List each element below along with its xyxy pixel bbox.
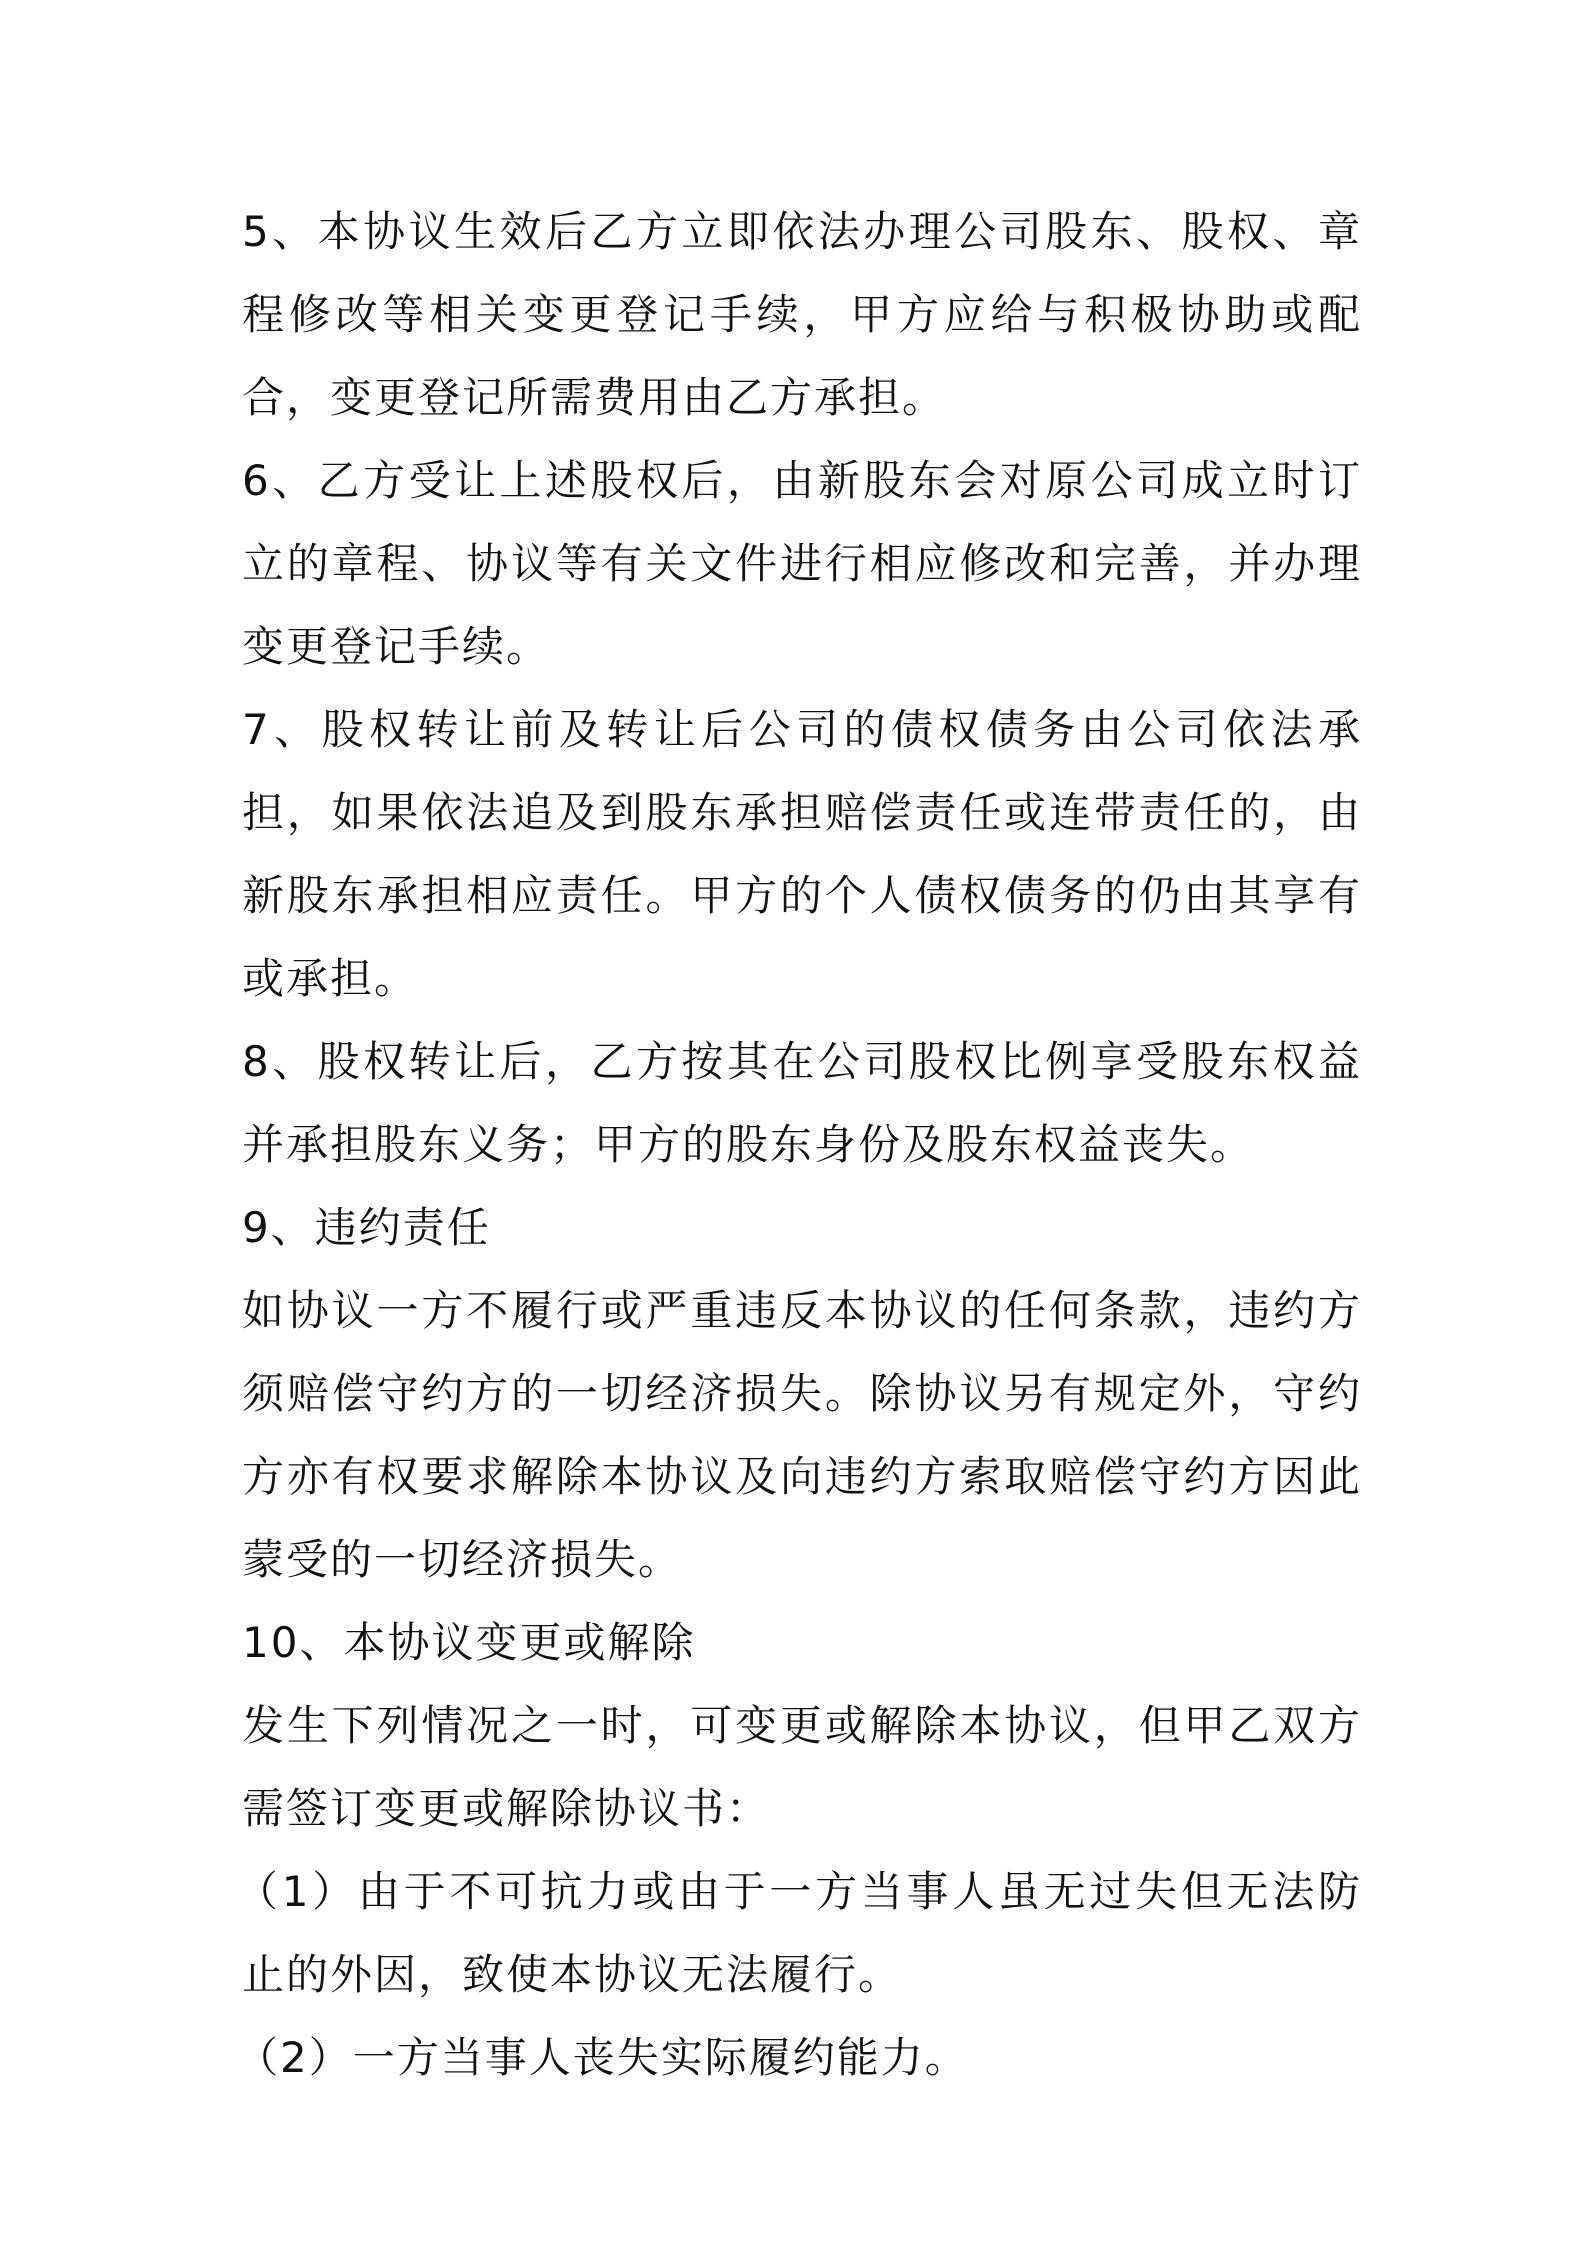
- clause-6: 6、乙方受让上述股权后，由新股东会对原公司成立时订立的章程、协议等有关文件进行相应修改和完善，并办理变更登记手续。: [242, 456, 1362, 671]
- document-body: [236, 190, 1362, 2099]
- clause-10-text: 发生下列情况之一时，可变更或解除本协议，但甲乙双方需签订变更或解除协议书：: [242, 1701, 1362, 1833]
- clause-9-text: 如协议一方不履行或严重违反本协议的任何条款，违约方须赔偿守约方的一切经济损失。除协议另有规定外，守约方亦有权要求解除本协议及向违约方索取赔偿守约方因此蒙受的一切经济损失。: [242, 1286, 1362, 1584]
- clause-9-heading: 9、违约责任: [242, 1203, 491, 1252]
- clause-10-item-1: （1）由于不可抗力或由于一方当事人虽无过失但无法防止的外因，致使本协议无法履行。: [236, 1867, 1362, 1999]
- clause-8: 8、股权转让后，乙方按其在公司股权比例享受股东权益并承担股东义务；甲方的股东身份及股东权益丧失。: [242, 1037, 1362, 1169]
- clause-10-heading: 10、本协议变更或解除: [242, 1618, 696, 1667]
- clause-5: 5、本协议生效后乙方立即依法办理公司股东、股权、章程修改等相关变更登记手续，甲方应给与积极协助或配合，变更登记所需费用由乙方承担。: [242, 207, 1362, 422]
- clause-7: 7、股权转让前及转让后公司的债权债务由公司依法承担，如果依法追及到股东承担赔偿责任或连带责任的，由新股东承担相应责任。甲方的个人债权债务的仍由其享有或承担。: [242, 705, 1362, 1003]
- clause-10-item-2: （2）一方当事人丧失实际履约能力。: [236, 2033, 969, 2082]
